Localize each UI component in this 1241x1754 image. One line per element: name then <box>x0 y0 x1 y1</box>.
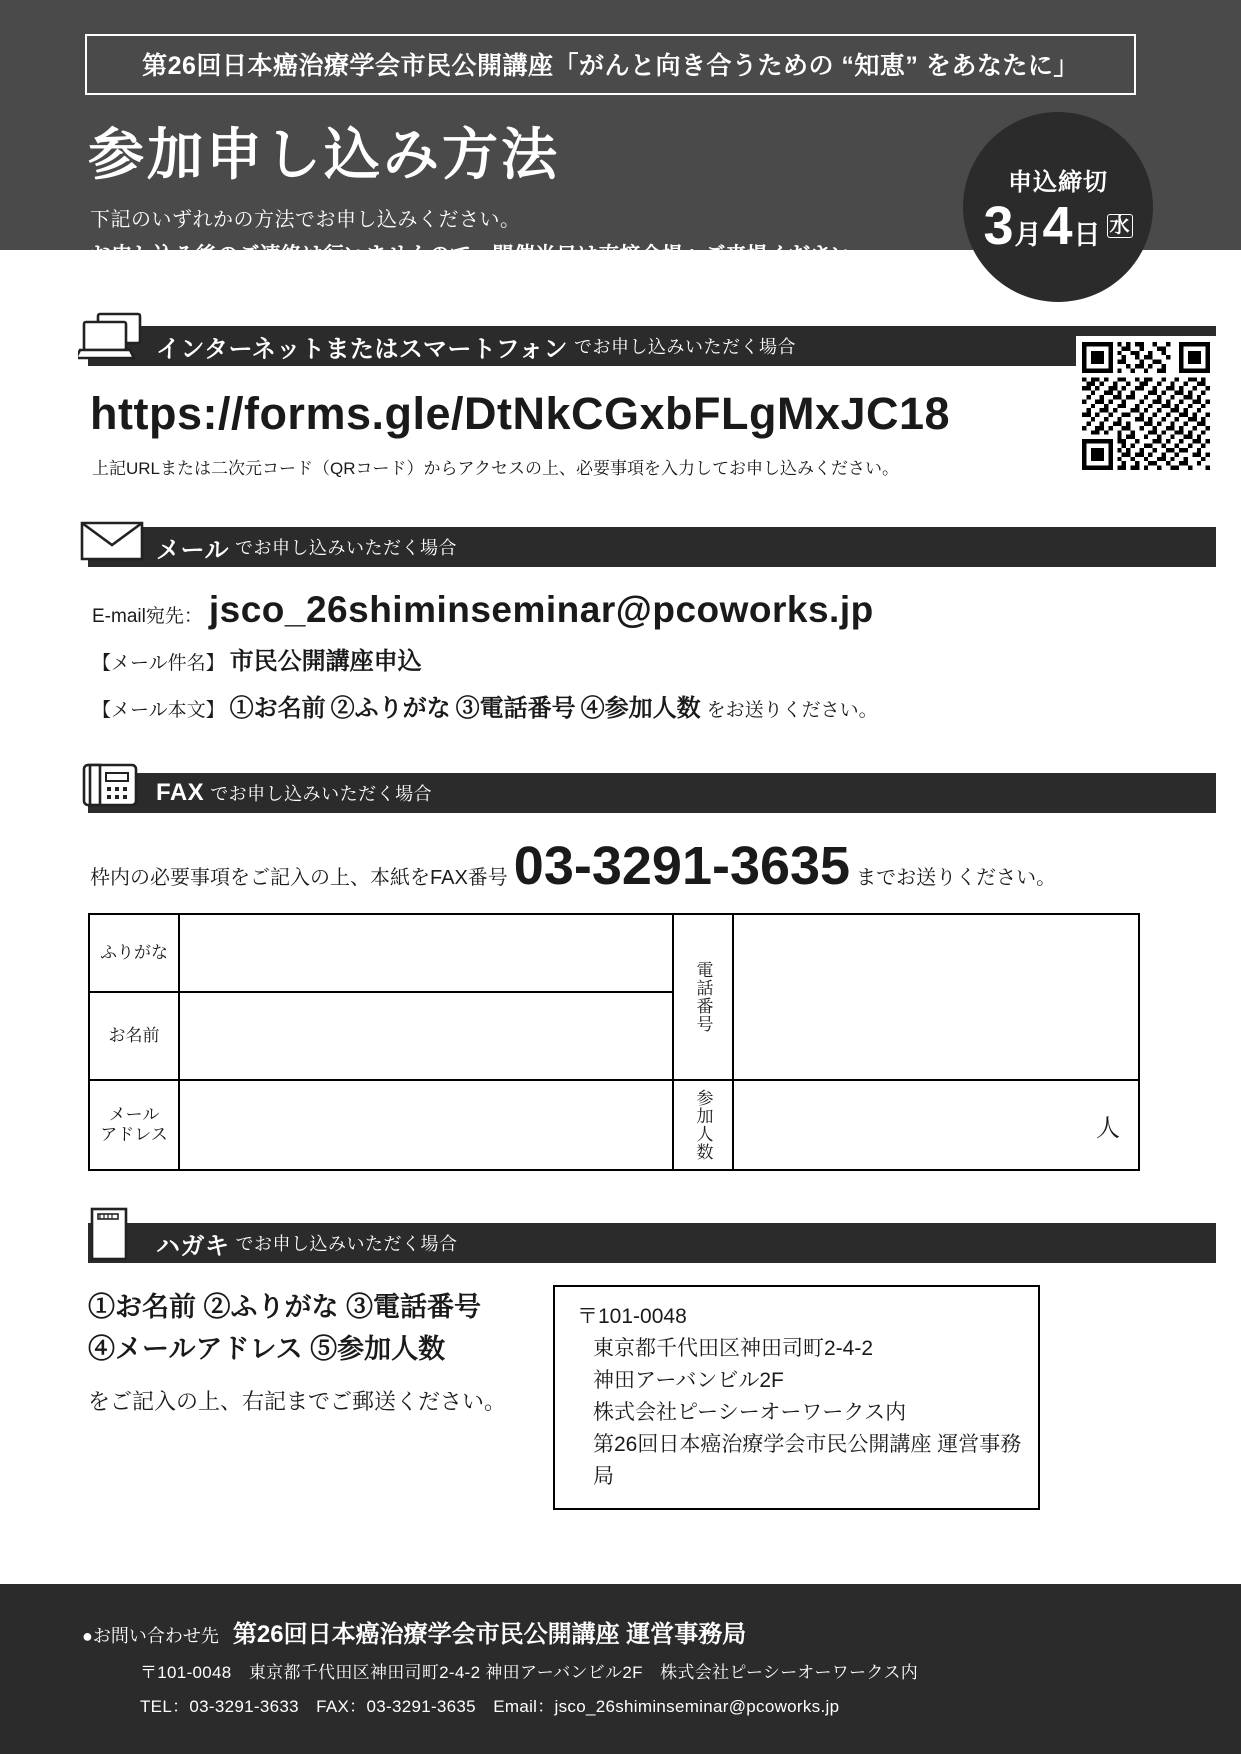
page-header <box>0 0 1241 297</box>
address-line-1: 東京都千代田区神田司町2-4-2 <box>593 1336 874 1360</box>
deadline-label: 申込締切 <box>1008 168 1108 196</box>
hagaki-bar-normal: でお申し込みいただく場合 <box>235 1234 458 1254</box>
footer-organization: 第26回日本癌治療学会市民公開講座 運営事務局 <box>232 1621 747 1648</box>
postcard-icon <box>78 1205 150 1265</box>
mail-subject-row <box>92 641 1241 676</box>
footer-contact-row <box>82 1614 1241 1649</box>
deadline-date <box>983 195 1132 256</box>
bullet-icon: ● <box>82 1626 93 1646</box>
fax-bar-normal: でお申し込みいただく場合 <box>210 784 433 804</box>
fax-bar-wrap <box>88 773 1216 813</box>
furigana-label: ふりがな <box>89 914 179 992</box>
tel-input[interactable] <box>733 914 1139 1080</box>
fax-bar <box>88 773 1216 813</box>
mail-address-label: E-mail宛先： <box>92 606 203 627</box>
count-unit: 人 <box>1096 1114 1120 1142</box>
furigana-input[interactable] <box>179 914 673 992</box>
header-instruction-2: お申し込み後のご連絡は行いませんので、開催当日は直接会場へご来場ください。 <box>90 244 874 267</box>
mail-address-row <box>92 589 1241 631</box>
mail-body-item-1: ①お名前 <box>229 695 326 722</box>
laptop-icon <box>78 308 150 368</box>
internet-bar-normal: でお申し込みいただく場合 <box>573 337 796 357</box>
table-row <box>89 914 1139 992</box>
fax-bar-strong: FAX <box>156 779 205 806</box>
fax-application-form <box>88 913 1140 1171</box>
mail-body-row <box>92 688 1241 723</box>
email-input[interactable] <box>179 1080 673 1170</box>
email-label-line2: アドレス <box>100 1125 168 1144</box>
mail-body-item-2: ②ふりがな <box>330 695 451 722</box>
fax-instruction-post: までお送りください。 <box>856 867 1057 889</box>
qr-code <box>1076 336 1216 476</box>
deadline-day-unit: 日 <box>1073 219 1101 250</box>
name-label: お名前 <box>89 992 179 1080</box>
envelope-icon <box>78 509 150 569</box>
name-input[interactable] <box>179 992 673 1080</box>
count-input[interactable] <box>733 1080 1139 1170</box>
tel-label: 電話番号 <box>693 961 713 1033</box>
hagaki-items-line-2: ④メールアドレス ⑤参加人数 <box>88 1333 446 1364</box>
application-url[interactable]: https://forms.gle/DtNkCGxbFLgMxJC18 <box>90 388 951 439</box>
mail-body-label: 【メール本文】 <box>92 700 225 721</box>
email-label-line1: メール <box>108 1104 160 1124</box>
page-content <box>0 326 1241 1488</box>
page-footer <box>0 1584 1241 1754</box>
internet-note: 上記URLまたは二次元コード（QRコード）からアクセスの上、必要事項を入力してお申し込みください。 <box>92 459 899 478</box>
mail-bar-wrap <box>88 527 1216 567</box>
mail-bar-strong: メール <box>156 536 230 564</box>
internet-bar-strong: インターネットまたはスマートフォン <box>156 335 568 363</box>
hagaki-bar <box>88 1223 1216 1263</box>
mail-body-tail: をお送りください。 <box>706 700 878 721</box>
mail-bar-normal: でお申し込みいただく場合 <box>235 538 458 558</box>
mail-body-item-4: ④参加人数 <box>580 695 701 722</box>
page-title: 参加申し込み方法 <box>88 123 560 186</box>
mailing-address-box <box>553 1285 1040 1510</box>
address-postal-code: 〒101-0048 <box>577 1305 687 1328</box>
address-line-4: 第26回日本癌治療学会市民公開講座 運営事務局 <box>593 1432 1022 1488</box>
internet-bar <box>88 326 1216 366</box>
tel-label-cell <box>673 914 733 1080</box>
deadline-day: 4 <box>1042 195 1073 256</box>
deadline-month: 3 <box>983 195 1014 256</box>
hagaki-bar-wrap <box>88 1223 1216 1263</box>
footer-address: 〒101-0048 東京都千代田区神田司町2-4-2 神田アーバンビル2F 株式会社ピーシーオーワークス内 <box>140 1663 919 1682</box>
fax-number: 03-3291-3635 <box>513 836 851 896</box>
mail-address-value[interactable]: jsco_26shiminseminar@pcoworks.jp <box>208 589 874 630</box>
mail-bar <box>88 527 1216 567</box>
internet-bar-wrap <box>88 326 1216 366</box>
footer-contact-label: お問い合わせ先 <box>92 1626 219 1646</box>
count-label: 参加人数 <box>693 1089 713 1161</box>
footer-contact-info: TEL：03-3291-3633 FAX：03-3291-3635 Email：jsco_26shiminseminar@pcoworks.jp <box>140 1697 840 1716</box>
hagaki-items-line-1: ①お名前 ②ふりがな ③電話番号 <box>88 1292 482 1322</box>
hagaki-tail: をご記入の上、右記までご郵送ください。 <box>88 1388 507 1414</box>
deadline-month-unit: 月 <box>1014 219 1042 250</box>
table-row <box>89 1080 1139 1170</box>
fax-instruction <box>90 835 1241 897</box>
deadline-weekday: 水 <box>1107 214 1133 238</box>
header-note: ※会場の席数に限りがございます。満席の場合にはご連絡する場合がございますのでご了承ください。 <box>90 281 733 297</box>
section-mail <box>0 527 1241 723</box>
count-label-cell <box>673 1080 733 1170</box>
header-instruction-1: 下記のいずれかの方法でお申し込みください。 <box>90 209 521 231</box>
fax-machine-icon <box>78 755 150 815</box>
deadline-badge <box>963 112 1153 302</box>
mail-subject-label: 【メール件名】 <box>92 653 225 674</box>
address-line-2: 神田アーバンビル2F <box>593 1368 784 1392</box>
mail-body-item-3: ③電話番号 <box>455 695 576 722</box>
section-hagaki <box>0 1223 1241 1488</box>
mail-subject-value: 市民公開講座申込 <box>229 648 422 675</box>
section-fax <box>0 773 1241 1171</box>
fax-instruction-pre: 枠内の必要事項をご記入の上、本紙をFAX番号 <box>90 867 508 889</box>
event-title-box: 第26回日本癌治療学会市民公開講座「がんと向き合うための “知恵” をあなたに」 <box>85 34 1136 95</box>
address-line-3: 株式会社ピーシーオーワークス内 <box>593 1400 907 1424</box>
hagaki-instructions <box>88 1287 558 1416</box>
hagaki-bar-strong: ハガキ <box>156 1232 230 1260</box>
section-internet <box>0 326 1241 479</box>
email-label <box>89 1080 179 1170</box>
